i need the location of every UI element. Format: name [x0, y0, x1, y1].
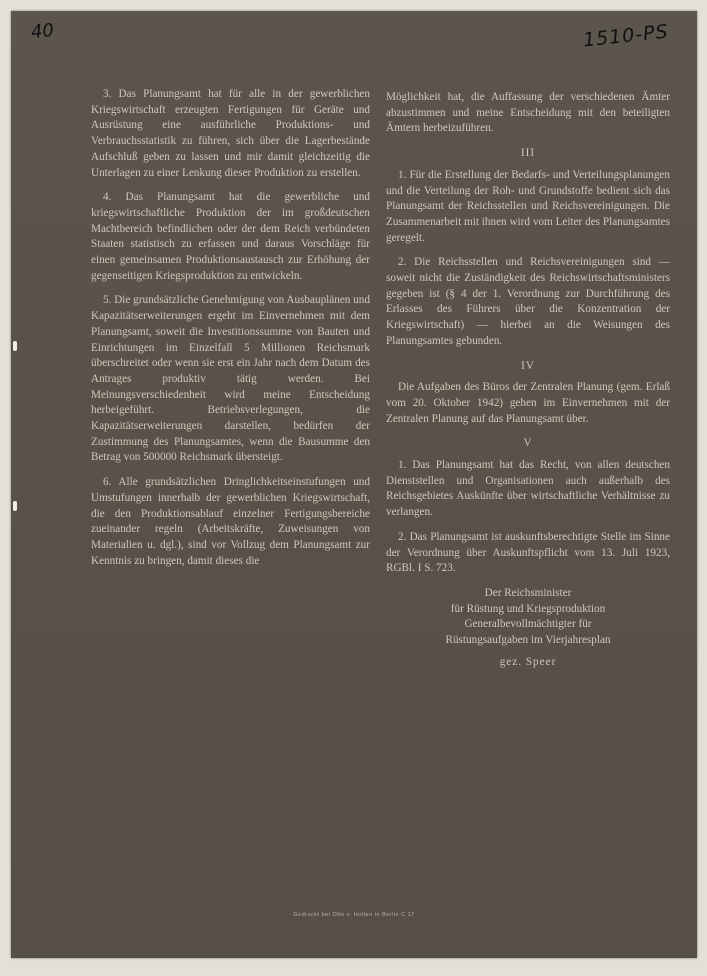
signature-line: Rüstungsaufgaben im Vierjahresplan [445, 634, 611, 647]
signature-line: Der Reichsminister [484, 586, 572, 599]
document-page [11, 11, 697, 958]
paragraph-v-1: 1. Das Planungsamt hat das Recht, von allen deutschen Dienststellen und Organisationen auch außerhalb des Reichsgebietes Auskünfte über wirtschaftliche Verhältnisse zu verlangen. [386, 459, 670, 519]
printer-imprint: Gedruckt bei Otto v. Holten in Berlin C 17 [293, 912, 415, 918]
section-heading-v: V [523, 437, 533, 450]
paragraph-continuation: Möglichkeit hat, die Auffassung der verschiedenen Ämter abzustimmen und meine Entscheidung mit den beteiligten Ämtern herbeizuführen. [386, 91, 670, 135]
right-text-column [386, 90, 670, 671]
handwritten-document-id: 1510-PS [582, 20, 670, 52]
section-heading-iii: III [520, 147, 536, 160]
handwritten-page-number: 40 [29, 19, 55, 44]
punch-hole [13, 341, 17, 351]
signature-line: Generalbevollmächtigter für [464, 618, 592, 631]
left-text-column [91, 87, 370, 578]
paragraph-iii-1: 1. Für die Erstellung der Bedarfs- und Verteilungsplanungen und die Verteilung der Roh- und Grundstoffe bedient sich das Planungsamt der Reichsstellen und Reichsvereinigungen. Die Zusammenarbeit mit ihnen wird vom Leiter des Planungsamtes geregelt. [386, 168, 670, 244]
signature-block [386, 586, 670, 671]
paragraph-ii-6: 6. Alle grundsätzlichen Dringlichkeitseinstufungen und Umstufungen innerhalb der gewerblichen Kriegswirtschaft, die den Produktionsablauf einzelner Fertigungsbereiche zueinander regeln (Arbeitskräfte, Zuweisungen von Materialien u. dgl.), sind vor Vollzug dem Planungsamt zur Kenntnis zu bringen, damit dieses die [91, 476, 370, 567]
paragraph-ii-5: 5. Die grundsätzliche Genehmigung von Ausbauplänen und Kapazitätserweiterungen ergeht im Einvernehmen mit dem Planungsamt, soweit die Investitionssumme von Bauten und Einrichtungen im Einzelfall 5 Millionen Reichsmark überschreitet oder wenn sie erst ein Jahr nach dem Datum des Antrages produktiv tätig werden. Bei Meinungsverschiedenheit wird meine Entscheidung herbeigeführt. Betriebsverlegungen, die Kapazitätserweiterungen darstellen, bedürfen der Zustimmung des Planungsamtes, wenn die Bausumme den Betrag von 500000 Reichsmark übersteigt. [91, 294, 370, 464]
paragraph-iv-1: Die Aufgaben des Büros der Zentralen Planung (gem. Erlaß vom 20. Oktober 1942) gehen im Einvernehmen mit der Zentralen Planung auf das Planungsamt über. [386, 381, 670, 425]
paragraph-iii-2: 2. Die Reichsstellen und Reichsvereinigungen sind — soweit nicht die Zuständigkeit des Reichswirtschaftsministers gegeben ist (§ 4 der 1. Verordnung zur Durchführung des Erlasses des Führers über die Konzentration der Kriegswirtschaft) — hierbei an die Weisungen des Planungsamtes gebunden. [386, 256, 670, 347]
section-heading-iv: IV [521, 359, 535, 372]
paragraph-ii-3: 3. Das Planungsamt hat für alle in der gewerblichen Kriegswirtschaft erzeugten Fertigungen für Geräte und Ausrüstung eine ausführliche Produktions- und Verbrauchsstatistik zu führen, sich über die Lagerbestände Aufschluß geben zu lassen und mir damit gleichzeitig die Unterlagen zu einer Lenkung dieser Produktion zu erstellen. [91, 88, 370, 179]
signature-name: gez. Speer [499, 655, 557, 668]
signature-line: für Rüstung und Kriegsproduktion [450, 602, 606, 615]
paragraph-v-2: 2. Das Planungsamt ist auskunftsberechtigte Stelle im Sinne der Verordnung über Auskunftspflicht vom 13. Juli 1923, RGBl. I S. 723. [386, 530, 670, 575]
punch-hole [13, 501, 17, 511]
paragraph-ii-4: 4. Das Planungsamt hat die gewerbliche und kriegswirtschaftliche Produktion der im großdeutschen Machtbereich befindlichen oder der dem Reich verbündeten Staaten statistisch zu erfassen und daraus Vorschläge für einen gemeinsamen Produktionsaustausch zur Erhöhung der gegenseitigen Kriegsproduktion zu entwickeln. [91, 191, 370, 282]
